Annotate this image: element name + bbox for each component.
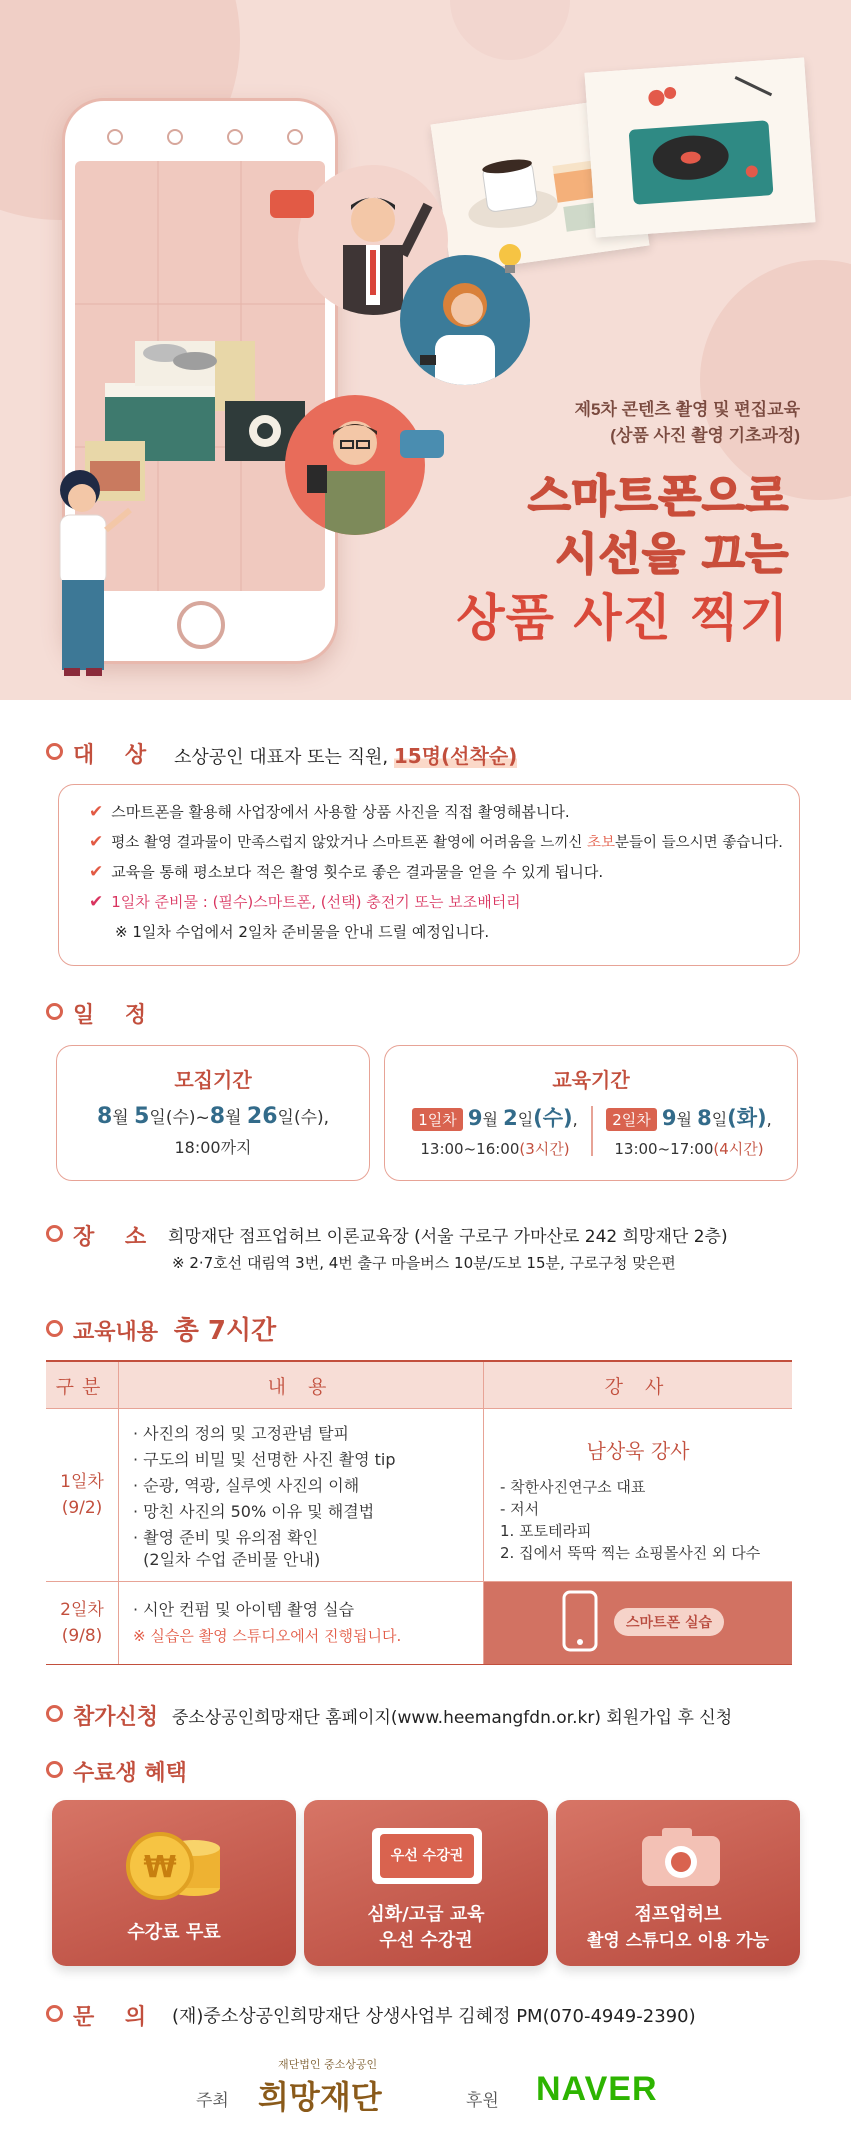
curriculum-total: 총 7시간 [173,1316,277,1346]
curriculum-table [46,1360,792,1665]
hero-title-line-3: 상품 사진 찍기 [456,589,789,647]
hero-subtitle-2: (상품 사진 촬영 기초과정) [610,426,800,445]
host-subtitle: 재단법인 중소상공인 [278,2058,378,2071]
naver-logo: NAVER [536,2070,658,2108]
target-note: ※ 1일차 수업에서 2일차 준비물을 안내 드릴 예정입니다. [115,923,490,941]
benefit-3-label-1: 점프업허브 [634,1904,722,1925]
check-icon: ✔ [89,892,104,912]
col-header-division: 구분 [46,1361,119,1409]
turntable-photo-card [585,58,816,238]
recruit-period-box [56,1045,370,1181]
recruit-dates: 8월 5일(수)~8월 26일(수), [96,1104,330,1129]
section-bullet-icon [46,1003,63,1020]
day2-content: · 시안 컨펌 및 아이템 촬영 실습 ※ 실습은 촬영 스튜디오에서 진행됩니다. [119,1582,484,1665]
man-taking-photo-illustration [285,395,425,535]
camera-icon [636,1820,726,1890]
target-item-1: ✔ 스마트폰을 활용해 사업장에서 사용할 상품 사진을 직접 촬영해봅니다. [89,802,570,822]
coin-stack-icon [114,1818,234,1908]
section-bullet-icon [46,1761,63,1778]
hero-banner [0,0,851,700]
instructor-cell: 남상욱 강사 - 착한사진연구소 대표 - 저서 1. 포토테라피 2. 집에서 뚝딱 찍는 쇼핑몰사진 외 다수 [484,1409,793,1582]
camera-shutter-icon [177,601,225,649]
benefit-2-label-2: 우선 수강권 [379,1930,473,1951]
instructor-name: 남상욱 강사 [586,1439,690,1463]
day2-label: 2일차 (9/8) [46,1582,119,1665]
section-schedule-heading: 일 정 [46,998,146,1029]
section-target-heading: 대 상 [46,738,146,769]
target-details-box [58,784,800,966]
recruit-title: 모집기간 [174,1068,252,1092]
target-prep: ✔ 1일차 준비물 : (필수)스마트폰, (선택) 충전기 또는 보조배터리 [89,892,521,912]
place-address: 희망재단 점프업허브 이론교육장 (서울 구로구 가마산로 242 희망재단 2층) [168,1227,728,1247]
section-bullet-icon [46,2005,63,2022]
target-item-3: ✔ 교육을 통해 평소보다 적은 촬영 횟수로 좋은 결과물을 얻을 수 있게 됩니다. [89,862,604,882]
woman-character-illustration [20,460,140,690]
section-bullet-icon [46,743,63,760]
host-logo: 희망재단 [258,2078,382,2116]
benefit-card-priority-ticket [304,1800,548,1966]
apply-instructions: 중소상공인희망재단 홈페이지(www.heemangfdn.or.kr) 회원가입 후 신청 [172,1708,733,1728]
section-place-heading: 장 소 [46,1220,146,1251]
benefit-1-label: 수강료 무료 [127,1922,221,1943]
section-bullet-icon [46,1320,63,1337]
day1-content: · 사진의 정의 및 고정관념 탈피 · 구도의 비밀 및 선명한 사진 촬영 tip · 순광, 역광, 실루엣 사진의 이해 · 망친 사진의 50% 이유 및 해결법 · 촬영 준비 및 유의점 확인 (2일차 수업 준비물 안내) [119,1409,484,1582]
section-bullet-icon [46,1225,63,1242]
target-item-2: ✔ 평소 촬영 결과물이 만족스럽지 않았거나 스마트폰 촬영에 어려움을 느끼신 초보분들이 들으시면 좋습니다. [89,832,783,852]
check-icon: ✔ [89,862,104,882]
day2-schedule: 2일차 9월 8일(화), 13:00~17:00(4시간) [599,1102,779,1159]
section-benefits-heading: 수료생 혜택 [46,1756,187,1787]
day1-schedule: 1일차 9월 2일(수), 13:00~16:00(3시간) [405,1102,585,1159]
schedule-divider [591,1106,593,1156]
phone-top-icons [87,121,313,149]
check-icon: ✔ [89,832,104,852]
table-row [46,1582,792,1665]
hero-title-line-1: 스마트폰으로 [527,471,789,522]
day1-label: 1일차 (9/2) [46,1409,119,1582]
contact-info: (재)중소상공인희망재단 상생사업부 김혜정 PM(070-4949-2390) [172,2006,696,2027]
svg-text:₩: ₩ [143,1850,177,1885]
hero-title-line-2: 시선을 끄는 [555,529,789,580]
place-directions: ※ 2·7호선 대림역 3번, 4번 출구 마을버스 10분/도보 15분, 구로구청 맞은편 [172,1254,676,1272]
section-bullet-icon [46,1705,63,1722]
education-period-box [384,1045,798,1181]
recruit-deadline: 18:00까지 [174,1138,252,1157]
section-apply-heading: 참가신청 [46,1700,158,1731]
target-highlight: 15명(선착순) [393,744,518,768]
practice-badge: 스마트폰 실습 [614,1608,724,1636]
ticket-icon: 우선 수강권 [372,1828,482,1884]
sponsor-label: 후원 [466,2091,499,2111]
practice-cell [484,1582,793,1665]
lightbulb-icon [495,240,525,280]
col-header-content: 내 용 [119,1361,484,1409]
benefit-2-label-1: 심화/고급 교육 [367,1904,485,1925]
smartphone-icon [560,1590,600,1654]
speech-bubble-icon [270,190,314,218]
section-contact-heading: 문 의 [46,2000,146,2031]
check-icon: ✔ [89,802,104,822]
col-header-instructor: 강 사 [484,1361,793,1409]
chat-bubble-icon [400,430,444,458]
benefit-card-free-tuition [52,1800,296,1966]
benefit-3-label-2: 촬영 스튜디오 이용 가능 [587,1931,769,1951]
table-row [46,1409,792,1582]
target-description: 소상공인 대표자 또는 직원, 15명(선착순) [174,744,518,768]
hero-subtitle-1: 제5차 콘텐츠 촬영 및 편집교육 [574,400,800,419]
decorative-blob [450,0,570,60]
section-curriculum-heading: 교육내용 총 7시간 [46,1310,276,1347]
benefit-card-studio [556,1800,800,1966]
education-title: 교육기간 [552,1068,630,1092]
host-label: 주최 [196,2091,229,2111]
